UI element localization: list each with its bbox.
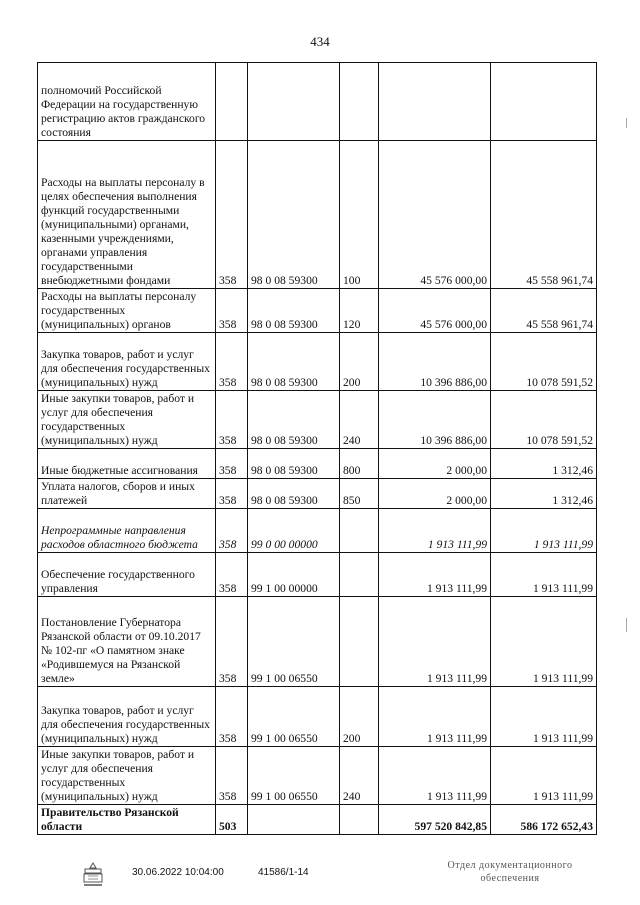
table-row: [38, 63, 597, 141]
table-row: [38, 687, 597, 747]
table-row: [38, 449, 597, 479]
cell-csr: 98 0 08 59300: [248, 289, 340, 333]
budget-table: [37, 62, 597, 835]
cell-csr: 98 0 08 59300: [248, 391, 340, 449]
cell-name: Обеспечение государственного управления: [38, 553, 216, 597]
cell-vr: 200: [340, 333, 379, 391]
table-row: [38, 597, 597, 687]
cell-plan: 597 520 842,85: [379, 805, 491, 835]
cell-plan: 1 913 111,99: [379, 687, 491, 747]
cell-ved: 358: [216, 553, 248, 597]
table-row: [38, 333, 597, 391]
cell-plan: 10 396 886,00: [379, 391, 491, 449]
cell-name: Иные бюджетные ассигнования: [38, 449, 216, 479]
footer-doc-number: 41586/1-14: [258, 867, 309, 878]
cell-name: Иные закупки товаров, работ и услуг для обеспечения государственных (муниципальных) нужд: [38, 747, 216, 805]
cell-name: Расходы на выплаты персоналу в целях обеспечения выполнения функций государственными (муниципальными) органами, казенными учреждениями, органами управления государственными внебюджетными фондами: [38, 141, 216, 289]
cell-csr: 99 1 00 00000: [248, 553, 340, 597]
department-line-2: обеспечения: [480, 873, 540, 884]
cell-vr: 800: [340, 449, 379, 479]
cell-name: Закупка товаров, работ и услуг для обеспечения государственных (муниципальных) нужд: [38, 687, 216, 747]
cell-name: Постановление Губернатора Рязанской области от 09.10.2017 № 102-пг «О памятном знаке «Родившемуся на Рязанской земле»: [38, 597, 216, 687]
cell-plan: [379, 63, 491, 141]
table-row: [38, 289, 597, 333]
cell-plan: 10 396 886,00: [379, 333, 491, 391]
cell-vr: 100: [340, 141, 379, 289]
cell-vr: [340, 509, 379, 553]
cell-plan: 2 000,00: [379, 479, 491, 509]
cell-exec: 1 913 111,99: [491, 747, 597, 805]
scan-edge-mark: [626, 618, 627, 632]
cell-exec: 10 078 591,52: [491, 391, 597, 449]
table-row: [38, 747, 597, 805]
cell-ved: 358: [216, 333, 248, 391]
table-row: [38, 509, 597, 553]
cell-plan: 1 913 111,99: [379, 553, 491, 597]
cell-vr: [340, 63, 379, 141]
cell-ved: 358: [216, 597, 248, 687]
cell-csr: 99 1 00 06550: [248, 747, 340, 805]
cell-csr: 99 0 00 00000: [248, 509, 340, 553]
cell-ved: 503: [216, 805, 248, 835]
page-footer: [0, 855, 640, 905]
cell-exec: [491, 63, 597, 141]
cell-name: Правительство Рязанской области: [38, 805, 216, 835]
cell-csr: 98 0 08 59300: [248, 479, 340, 509]
cell-ved: 358: [216, 747, 248, 805]
footer-department-stamp: [430, 859, 590, 885]
cell-ved: 358: [216, 141, 248, 289]
cell-ved: 358: [216, 479, 248, 509]
cell-exec: 45 558 961,74: [491, 289, 597, 333]
cell-exec: 1 913 111,99: [491, 553, 597, 597]
cell-name: полномочий Российской Федерации на государственную регистрацию актов гражданского состояния: [38, 63, 216, 141]
cell-vr: 240: [340, 391, 379, 449]
cell-exec: 45 558 961,74: [491, 141, 597, 289]
cell-exec: 586 172 652,43: [491, 805, 597, 835]
table-row: [38, 479, 597, 509]
cell-csr: 99 1 00 06550: [248, 687, 340, 747]
cell-vr: 240: [340, 747, 379, 805]
table-row: [38, 141, 597, 289]
cell-plan: 1 913 111,99: [379, 747, 491, 805]
cell-vr: [340, 805, 379, 835]
cell-plan: 1 913 111,99: [379, 509, 491, 553]
cell-ved: 358: [216, 687, 248, 747]
cell-csr: [248, 63, 340, 141]
cell-plan: 45 576 000,00: [379, 289, 491, 333]
table-row: [38, 805, 597, 835]
cell-exec: 1 312,46: [491, 449, 597, 479]
cell-exec: 1 913 111,99: [491, 687, 597, 747]
cell-vr: 850: [340, 479, 379, 509]
cell-csr: 98 0 08 59300: [248, 333, 340, 391]
cell-ved: 358: [216, 509, 248, 553]
cell-name: Иные закупки товаров, работ и услуг для обеспечения государственных (муниципальных) нужд: [38, 391, 216, 449]
cell-plan: 2 000,00: [379, 449, 491, 479]
cell-vr: [340, 597, 379, 687]
cell-exec: 1 913 111,99: [491, 597, 597, 687]
department-line-1: Отдел документационного: [447, 860, 573, 871]
page-number: 434: [310, 34, 330, 49]
footer-datetime: 30.06.2022 10:04:00: [132, 867, 224, 878]
cell-csr: [248, 805, 340, 835]
cell-ved: 358: [216, 289, 248, 333]
cell-ved: 358: [216, 391, 248, 449]
cell-plan: 1 913 111,99: [379, 597, 491, 687]
cell-ved: [216, 63, 248, 141]
emblem-icon: [82, 861, 104, 887]
scan-edge-mark: [626, 118, 627, 128]
cell-vr: [340, 553, 379, 597]
cell-exec: 1 312,46: [491, 479, 597, 509]
cell-name: Закупка товаров, работ и услуг для обеспечения государственных (муниципальных) нужд: [38, 333, 216, 391]
cell-plan: 45 576 000,00: [379, 141, 491, 289]
cell-name: Непрограммные направления расходов областного бюджета: [38, 509, 216, 553]
table-row: [38, 553, 597, 597]
cell-csr: 98 0 08 59300: [248, 141, 340, 289]
cell-exec: 1 913 111,99: [491, 509, 597, 553]
cell-vr: 200: [340, 687, 379, 747]
cell-exec: 10 078 591,52: [491, 333, 597, 391]
cell-ved: 358: [216, 449, 248, 479]
cell-name: Расходы на выплаты персоналу государственных (муниципальных) органов: [38, 289, 216, 333]
cell-name: Уплата налогов, сборов и иных платежей: [38, 479, 216, 509]
cell-csr: 99 1 00 06550: [248, 597, 340, 687]
table-row: [38, 391, 597, 449]
cell-csr: 98 0 08 59300: [248, 449, 340, 479]
cell-vr: 120: [340, 289, 379, 333]
